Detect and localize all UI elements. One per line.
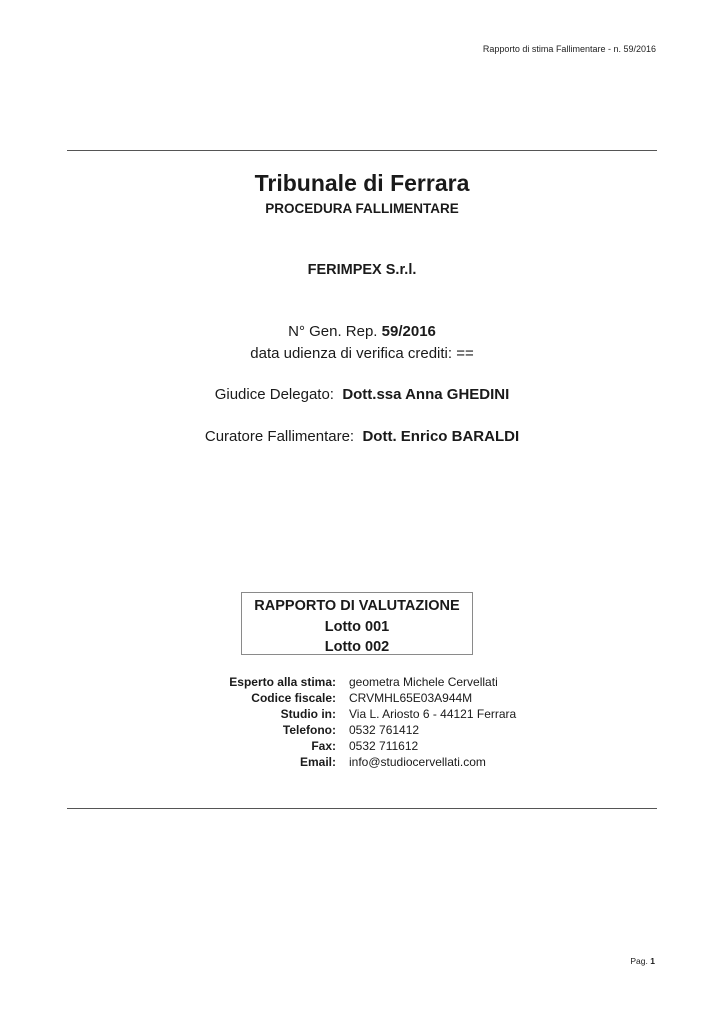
expert-info-label: Studio in:: [280, 707, 336, 721]
page-number: [630, 956, 655, 966]
top-divider: [67, 150, 657, 151]
expert-info-label: Codice fiscale:: [251, 691, 336, 705]
curator-label: Curatore Fallimentare:: [204, 428, 355, 445]
general-register-label: N° Gen. Rep.: [288, 323, 378, 340]
court-title: Tribunale di Ferrara: [254, 170, 470, 196]
expert-info-label: Fax:: [311, 739, 336, 753]
expert-info-label: Telefono:: [282, 723, 336, 737]
judge-label: Giudice Delegato:: [214, 386, 334, 403]
bottom-divider: [67, 808, 657, 809]
expert-info-value: CRVMHL65E03A944M: [349, 691, 473, 705]
report-title-box: [241, 592, 473, 655]
expert-info-value: 0532 711612: [349, 739, 419, 753]
lot-item: Lotto 002: [324, 639, 390, 655]
lot-item: Lotto 001: [324, 618, 390, 635]
expert-info-value: info@studiocervellati.com: [349, 755, 486, 769]
expert-info-value: Via L. Ariosto 6 - 44121 Ferrara: [349, 707, 517, 721]
procedure-type: PROCEDURA FALLIMENTARE: [265, 201, 459, 216]
running-header: Rapporto di stima Fallimentare - n. 59/2016: [482, 44, 656, 54]
expert-info-value: 0532 761412: [349, 723, 420, 737]
company-name: FERIMPEX S.r.l.: [307, 262, 417, 278]
general-register-number: 59/2016: [381, 323, 436, 340]
judge-name: Dott.ssa Anna GHEDINI: [342, 386, 510, 403]
page-number-value: 1: [650, 956, 655, 966]
hearing-date-line: data udienza di verifica crediti: ==: [250, 345, 474, 362]
expert-info-label: Esperto alla stima:: [229, 675, 336, 689]
report-title: RAPPORTO DI VALUTAZIONE: [254, 598, 460, 614]
judge-line: [0, 386, 724, 403]
page-label: Pag.: [630, 956, 648, 966]
expert-info-label: Email:: [299, 755, 336, 769]
general-register-line: [0, 323, 724, 340]
curator-line: [0, 428, 724, 445]
curator-name: Dott. Enrico BARALDI: [362, 428, 520, 445]
expert-info-value: geometra Michele Cervellati: [349, 675, 498, 689]
